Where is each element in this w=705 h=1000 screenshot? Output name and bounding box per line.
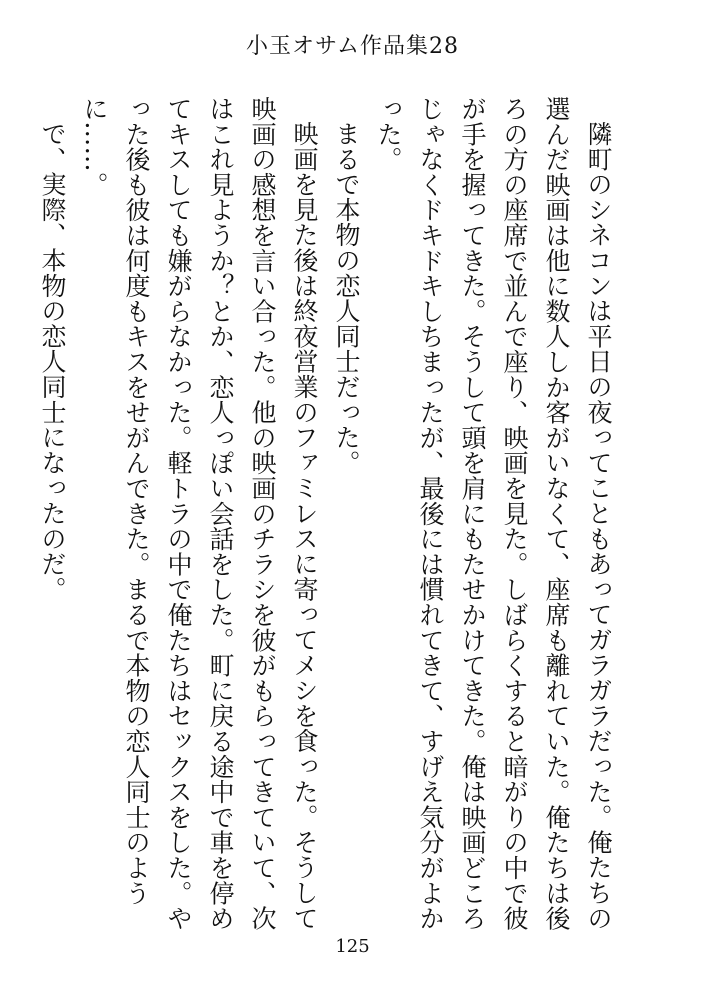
paragraph-4: で、実際、本物の恋人同士になったのだ。 xyxy=(38,121,67,602)
paragraph-1: 隣町のシネコンは平日の夜ってこともあってガラガラだった。俺たちの選んだ映画は他に数人しか客がいなくて、座席も離れていた。俺たちは後ろの方の座席で並んで座り、映画を見た。しばらくすると暗がりの中で彼が手を握ってきた。そうして頭を肩にもたせかけてきた。俺は映画どころじゃなくドキドキしちまったが、最後には慣れてきて、すげえ気分がよかった。 xyxy=(374,96,613,931)
running-header: 小玉オサム作品集28 xyxy=(246,34,459,59)
page-number: 125 xyxy=(335,936,370,957)
paragraph-3: 映画を見た後は終夜営業のファミレスに寄ってメシを食った。そうして映画の感想を言い合った。他の映画のチラシを彼がもらってきていて、次はこれ見ようか？とか、恋人っぽい会話をした。町に戻る途中で車を停めてキスしても嫌がらなかった。軽トラの中で俺たちはセックスをした。やった後も彼は何度もキスをせがんできた。まるで本物の恋人同士のように……。 xyxy=(80,96,319,931)
novel-body-text xyxy=(31,96,619,936)
paragraph-2: まるで本物の恋人同士だった。 xyxy=(332,121,361,476)
